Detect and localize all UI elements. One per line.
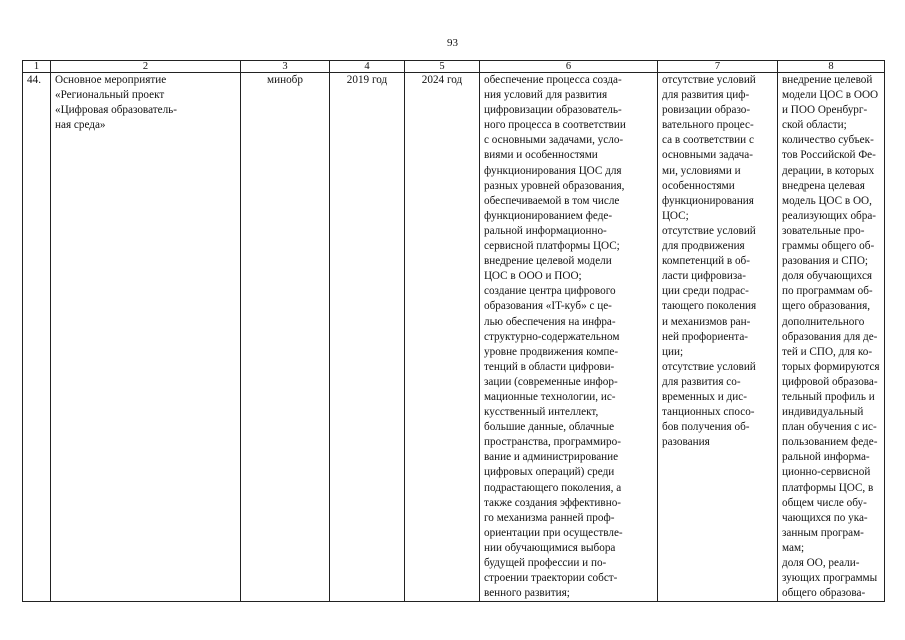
related-indicators	[782, 73, 880, 601]
text-line: ми, условиями и	[662, 164, 741, 177]
text-line: лью обеспечения на инфра-	[484, 315, 616, 328]
text-line: функционирования ЦОС для	[484, 164, 622, 177]
text-line: модель ЦОС в ОО,	[782, 194, 872, 207]
text-line: ная среда»	[55, 119, 106, 132]
text-line: ней профориента-	[662, 330, 749, 343]
text-line: сервисной платформы ЦОС;	[484, 240, 620, 253]
page-number: 93	[447, 37, 458, 49]
table-row	[23, 73, 885, 602]
column-header-1: 1	[23, 61, 51, 73]
text-line: мам;	[782, 541, 805, 554]
text-line: Основное мероприятие	[55, 74, 167, 86]
column-header-2: 2	[51, 61, 241, 73]
text-line: ного процесса в соответствии	[484, 119, 626, 132]
text-line: образования «IT-куб» с це-	[484, 300, 612, 313]
text-line: зовательные про-	[782, 224, 865, 237]
text-line: зующих программы	[782, 572, 878, 585]
text-line: ЦОС в ООО и ПОО;	[484, 270, 582, 283]
related-indicators-cell	[778, 73, 885, 602]
text-line: тенций в области цифрови-	[484, 360, 615, 373]
text-line: торых формируются	[782, 360, 880, 373]
text-line: пользованием феде-	[782, 436, 878, 449]
text-line: количество субъек-	[782, 134, 874, 147]
text-line: тов Российской Фе-	[782, 149, 876, 162]
text-line: и ПОО Оренбург-	[782, 104, 868, 117]
text-line: также создания эффективно-	[484, 496, 622, 509]
text-line: вание и администрирование	[484, 451, 619, 464]
text-line: отсутствие условий	[662, 74, 756, 86]
text-line: цифровых операций) среди	[484, 466, 615, 479]
text-line: разных уровней образования,	[484, 179, 625, 192]
text-line: пространства, программиро-	[484, 436, 621, 449]
non-implementation-consequences	[662, 73, 773, 450]
text-line: ральной информационно-	[484, 224, 607, 237]
text-line: функционированием феде-	[484, 209, 613, 222]
text-line: компетенций в об-	[662, 255, 750, 268]
text-line: занным програм-	[782, 526, 864, 539]
text-line: мационные технологии, ис-	[484, 390, 616, 403]
text-line: реализующих обра-	[782, 209, 877, 222]
text-line: функционирования	[662, 194, 754, 207]
text-line: внедрена целевая	[782, 179, 865, 192]
text-line: ральной информа-	[782, 451, 870, 464]
event-name	[55, 73, 236, 133]
text-line: обеспечиваемой в том числе	[484, 194, 620, 207]
text-line: дерации, в которых	[782, 164, 875, 177]
text-line: «Региональный проект	[55, 89, 165, 102]
text-line: временных и дис-	[662, 390, 747, 403]
text-line: общего образова-	[782, 587, 866, 600]
text-line: тельный профиль и	[782, 390, 875, 403]
non-implementation-consequences-cell	[658, 73, 778, 602]
text-line: обеспечение процесса созда-	[484, 74, 622, 86]
column-header-6: 6	[480, 61, 658, 73]
text-line: уровне продвижения компе-	[484, 345, 619, 358]
text-line: виями и особенностями	[484, 149, 598, 162]
text-line: вательного процес-	[662, 119, 754, 132]
text-line: структурно-содержательном	[484, 330, 620, 343]
text-line: отсутствие условий	[662, 224, 756, 237]
expected-result	[484, 73, 653, 601]
text-line: доля ОО, реали-	[782, 557, 860, 569]
text-line: будущей профессии и по-	[484, 557, 607, 569]
text-line: разования	[662, 436, 710, 449]
text-line: создание центра цифрового	[484, 285, 616, 298]
text-line: ционно-сервисной	[782, 466, 871, 479]
text-line: тающего поколения	[662, 300, 757, 313]
text-line: чающихся по ука-	[782, 511, 868, 524]
text-line: модели ЦОС в ООО	[782, 89, 879, 102]
measures-table	[22, 60, 885, 602]
text-line: тей и СПО, для ко-	[782, 345, 873, 358]
text-line: и механизмов ран-	[662, 315, 751, 328]
text-line: основными задача-	[662, 149, 753, 162]
text-line: венного развития;	[484, 587, 570, 600]
text-line: зации (современные инфор-	[484, 375, 618, 388]
text-line: для продвижения	[662, 240, 745, 253]
text-line: ской области;	[782, 119, 847, 132]
row-number: 44.	[23, 73, 51, 602]
text-line: «Цифровая образователь-	[55, 104, 178, 117]
column-header-5: 5	[405, 61, 480, 73]
text-line: ции среди подрас-	[662, 285, 749, 298]
text-line: кусственный интеллект,	[484, 406, 599, 419]
text-line: индивидуальный	[782, 406, 864, 419]
text-line: большие данные, облачные	[484, 421, 615, 434]
column-number-row	[23, 61, 885, 73]
text-line: с основными задачами, усло-	[484, 134, 624, 147]
text-line: план обучения с ис-	[782, 421, 877, 434]
text-line: платформы ЦОС, в	[782, 481, 874, 494]
text-line: ровизации образо-	[662, 104, 751, 117]
text-line: отсутствие условий	[662, 360, 756, 373]
text-line: ции;	[662, 345, 684, 358]
end-year: 2024 год	[405, 73, 480, 602]
text-line: ния условий для развития	[484, 89, 608, 102]
expected-result-cell	[480, 73, 658, 602]
text-line: для развития циф-	[662, 89, 750, 102]
column-header-7: 7	[658, 61, 778, 73]
column-header-4: 4	[330, 61, 405, 73]
text-line: внедрение целевой	[782, 74, 873, 86]
responsible-executor: минобр	[241, 73, 330, 602]
text-line: ласти цифровиза-	[662, 270, 746, 283]
text-line: для развития со-	[662, 375, 741, 388]
text-line: цифровизации образователь-	[484, 104, 622, 117]
text-line: образования для де-	[782, 330, 878, 343]
text-line: внедрение целевой модели	[484, 255, 612, 268]
text-line: цифровой образова-	[782, 375, 878, 388]
text-line: нии обучающимися выбора	[484, 541, 616, 554]
text-line: бов получения об-	[662, 421, 750, 434]
text-line: танционных спосо-	[662, 406, 755, 419]
text-line: са в соответствии с	[662, 134, 754, 147]
start-year: 2019 год	[330, 73, 405, 602]
text-line: ЦОС;	[662, 209, 689, 222]
text-line: строении траектории собст-	[484, 572, 618, 585]
text-line: подрастающего поколения, а	[484, 481, 622, 494]
column-header-3: 3	[241, 61, 330, 73]
text-line: доля обучающихся	[782, 270, 873, 283]
text-line: общем числе обу-	[782, 496, 867, 509]
text-line: дополнительного	[782, 315, 865, 328]
text-line: граммы общего об-	[782, 240, 875, 253]
text-line: щего образования,	[782, 300, 871, 313]
text-line: по программам об-	[782, 285, 873, 298]
text-line: ориентации при осуществле-	[484, 526, 623, 539]
text-line: го механизма ранней проф-	[484, 511, 615, 524]
event-name-cell	[51, 73, 241, 602]
column-header-8: 8	[778, 61, 885, 73]
text-line: разования и СПО;	[782, 255, 869, 268]
text-line: особенностями	[662, 179, 735, 192]
